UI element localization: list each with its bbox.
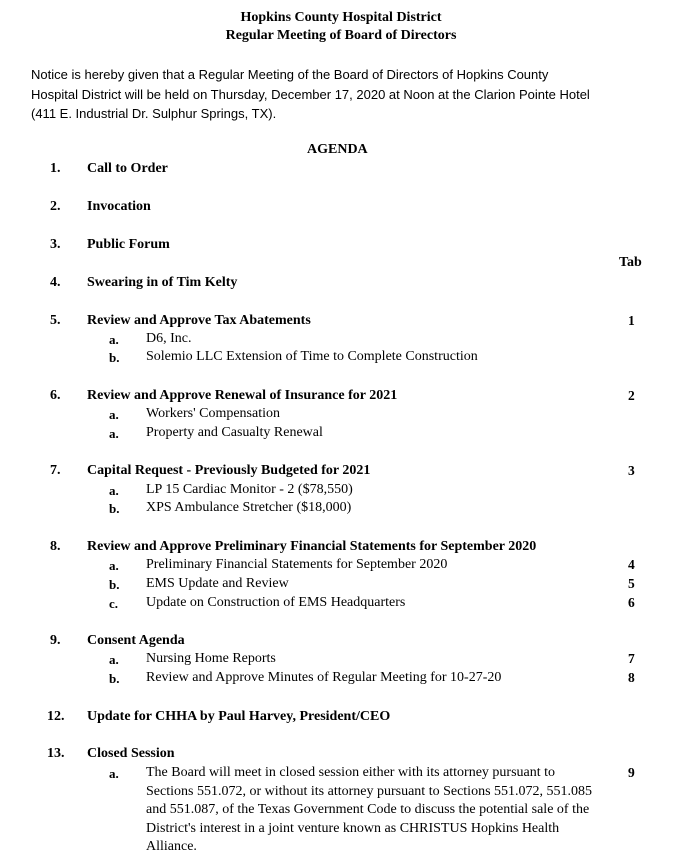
sub-item-letter: a. [109,483,119,498]
item-number: 1. [50,161,61,176]
agenda-heading: AGENDA [307,142,368,157]
sub-item-text: LP 15 Cardiac Monitor - 2 ($78,550) [146,482,353,497]
item-title: Consent Agenda [87,633,185,648]
tab-number: 7 [628,651,635,666]
tab-number: 6 [628,595,635,610]
tab-column-heading: Tab [619,255,642,270]
item-number: 5. [50,313,61,328]
item-title: Update for CHHA by Paul Harvey, President/CEO [87,709,391,724]
sub-item-letter: a. [109,332,119,347]
sub-item-text: EMS Update and Review [146,576,289,591]
tab-number: 5 [628,576,635,591]
item-title: Swearing in of Tim Kelty [87,275,238,290]
item-number: 2. [50,199,61,214]
item-title: Review and Approve Preliminary Financial Statements for September 2020 [87,539,537,554]
tab-number: 2 [628,388,635,403]
item-number: 8. [50,539,61,554]
item-title: Review and Approve Tax Abatements [87,313,311,328]
sub-item-letter: a. [109,558,119,573]
sub-item-text: XPS Ambulance Stretcher ($18,000) [146,500,352,515]
closed-session-description: The Board will meet in closed session either with its attorney pursuant to Sections 551.072, or without its attorney pursuant to Sections 551.072, 551.085 and 551.087, of the Texas Government Code to discuss the potential sale of the District's interest in a joint venture known as CHRISTUS Hopkins Health Alliance. [146,765,593,854]
item-title: Public Forum [87,237,170,252]
tab-number: 9 [628,765,635,780]
sub-item-text: D6, Inc. [146,331,192,346]
district-name: Hopkins County Hospital District [240,10,442,25]
meeting-title: Regular Meeting of Board of Directors [225,28,457,43]
tab-number: 8 [628,670,635,685]
sub-item-letter: b. [109,501,120,516]
sub-item-letter: b. [109,350,120,365]
item-number: 7. [50,463,61,478]
item-number: 4. [50,275,61,290]
meeting-notice: Notice is hereby given that a Regular Meeting of the Board of Directors of Hopkins County Hospital District will be held on Thursday, December 17, 2020 at Noon at the Clarion Pointe Hotel (411 E. Industrial Dr. Sulphur Springs, TX). [31,67,590,121]
sub-item-text: Preliminary Financial Statements for September 2020 [146,557,448,572]
tab-number: 1 [628,313,635,328]
sub-item-text: Review and Approve Minutes of Regular Meeting for 10-27-20 [146,670,502,685]
item-number: 12. [47,709,65,724]
sub-item-letter: b. [109,671,120,686]
sub-item-text: Workers' Compensation [146,406,280,421]
sub-item-letter: a. [109,652,119,667]
tab-number: 3 [628,463,635,478]
sub-item-letter: b. [109,577,120,592]
item-number: 9. [50,633,61,648]
sub-item-text: Solemio LLC Extension of Time to Complete Construction [146,349,478,364]
item-number: 3. [50,237,61,252]
item-title: Closed Session [87,746,175,761]
tab-number: 4 [628,557,635,572]
sub-item-letter: a. [109,407,119,422]
sub-item-text: Nursing Home Reports [146,651,276,666]
sub-item-text: Property and Casualty Renewal [146,425,323,440]
item-title: Call to Order [87,161,168,176]
item-number: 6. [50,388,61,403]
item-number: 13. [47,746,65,761]
sub-item-letter: a. [109,766,119,781]
item-title: Invocation [87,199,151,214]
item-title: Review and Approve Renewal of Insurance for 2021 [87,388,398,403]
sub-item-text: Update on Construction of EMS Headquarters [146,595,406,610]
sub-item-letter: c. [109,596,119,611]
sub-item-letter: a. [109,426,119,441]
item-title: Capital Request - Previously Budgeted for 2021 [87,463,371,478]
